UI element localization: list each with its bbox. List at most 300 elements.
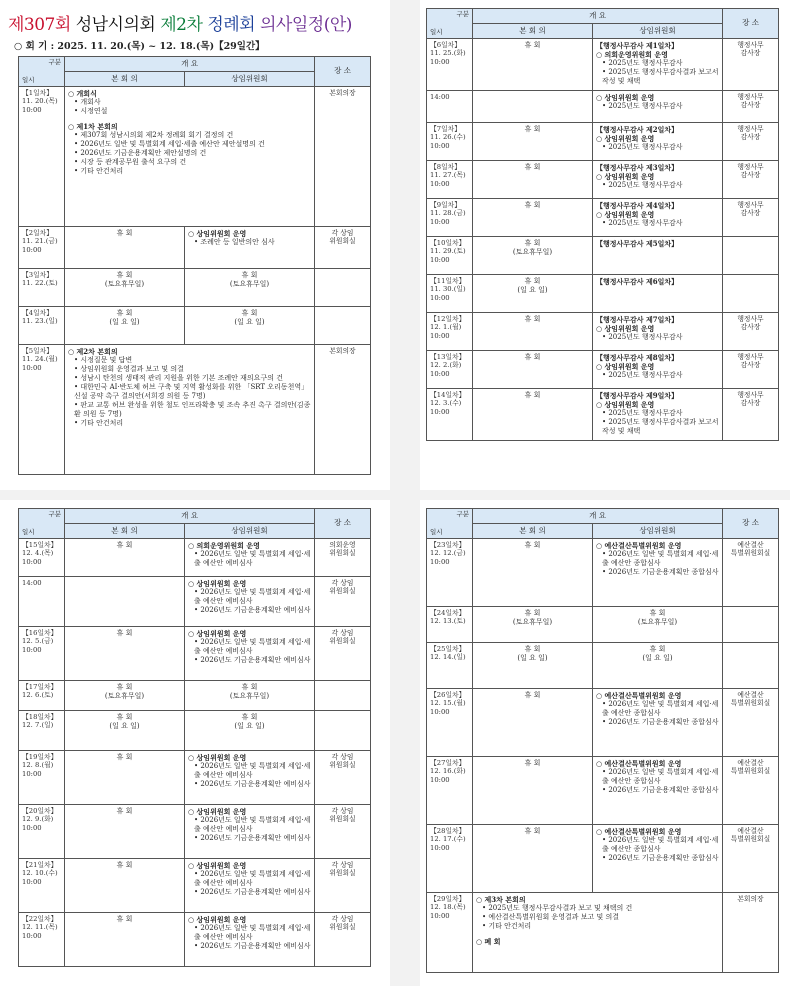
schedule-page-1 bbox=[0, 0, 390, 490]
agenda-item: ○ 의회운영위원회 운영 bbox=[596, 49, 668, 59]
plenary-cell bbox=[65, 680, 185, 710]
day-cell bbox=[427, 642, 473, 688]
header-corner bbox=[19, 509, 65, 539]
day-line: 10:00 bbox=[430, 776, 450, 785]
header-plenary: 본 회 의 bbox=[65, 71, 185, 86]
day-line: 【25일차】 bbox=[430, 644, 466, 653]
agenda-item: ○ 제3차 본회의 bbox=[476, 894, 526, 904]
agenda-item: 【행정사무감사 제4일차】 bbox=[596, 200, 679, 210]
place-cell bbox=[315, 268, 371, 306]
agenda-item: • 2026년도 일반 및 특별회계 세입·세출 예산안 예비심사 bbox=[194, 923, 311, 941]
committee-cell bbox=[185, 680, 315, 710]
day-line: 【11일차】 bbox=[430, 276, 466, 285]
day-cell bbox=[427, 198, 473, 236]
header-row bbox=[427, 509, 779, 524]
committee-cell bbox=[593, 688, 723, 756]
place-cell bbox=[315, 576, 371, 626]
header-place: 장 소 bbox=[315, 509, 371, 539]
title-agenda: 의사일정(안) bbox=[260, 15, 352, 35]
day-line: 12. 6.(토) bbox=[22, 691, 54, 700]
agenda-item: • 2026년도 기금운용계획안 종합심사 bbox=[602, 717, 719, 726]
day-line: 【28일차】 bbox=[430, 826, 466, 835]
agenda-item: ○ 상임위원회 운영 bbox=[188, 806, 247, 816]
plenary-cell bbox=[473, 122, 593, 160]
rest-line: 휴 회 bbox=[524, 40, 541, 49]
agenda-item: 【행정사무감사 제6일차】 bbox=[596, 276, 679, 286]
rest-line: 휴 회 bbox=[116, 628, 133, 637]
rest-line: 휴 회 bbox=[116, 914, 133, 923]
agenda-item: ○ 상임위원회 운영 bbox=[188, 578, 247, 588]
rest-line: (일 요 일) bbox=[234, 721, 265, 730]
place-cell bbox=[723, 350, 779, 388]
place-line: 위원회실 bbox=[329, 923, 356, 932]
place-cell bbox=[723, 198, 779, 236]
agenda-item: ○ 상임위원회 운영 bbox=[188, 860, 247, 870]
day-cell bbox=[19, 344, 65, 474]
place-cell bbox=[315, 538, 371, 576]
day-cell bbox=[427, 892, 473, 972]
table-row bbox=[19, 306, 371, 344]
agenda-item: • 2026년도 기금운용계획안 종합심사 bbox=[602, 853, 719, 862]
plenary-cell bbox=[473, 756, 593, 824]
agenda-item: • 대한민국 AI·반도체 허브 구축 및 지역 활성화를 위한 「SRT 오리동천역」 신설 공약 촉구 결의안(서희경 의원 등 7명) bbox=[74, 382, 309, 400]
day-line: 10:00 bbox=[22, 364, 42, 373]
place-cell bbox=[723, 688, 779, 756]
rest-line: 휴 회 bbox=[524, 238, 541, 247]
agenda-item: ○ 상임위원회 운영 bbox=[596, 399, 655, 409]
rest-line: 휴 회 bbox=[116, 308, 133, 317]
table-row bbox=[427, 38, 779, 90]
plenary-cell bbox=[65, 858, 185, 912]
day-line: 【8일차】 bbox=[430, 162, 462, 171]
rest-line: 휴 회 bbox=[241, 682, 258, 691]
day-line: 10:00 bbox=[430, 370, 450, 379]
title-council: 성남시의회 bbox=[75, 15, 156, 35]
plenary-cell bbox=[473, 350, 593, 388]
rest-line: 휴 회 bbox=[116, 270, 133, 279]
place-line: 특별위원회실 bbox=[730, 767, 771, 776]
header-row bbox=[19, 509, 371, 524]
agenda-item: • 기타 안건처리 bbox=[482, 921, 532, 930]
day-line: 12. 4.(목) bbox=[22, 549, 54, 558]
table-row bbox=[427, 312, 779, 350]
header-ilsi: 일시 bbox=[430, 28, 443, 37]
day-cell bbox=[19, 306, 65, 344]
day-line: 11. 28.(금) bbox=[430, 209, 466, 218]
day-line: 【2일차】 bbox=[22, 228, 54, 237]
table-row bbox=[427, 236, 779, 274]
plenary-cell bbox=[473, 688, 593, 756]
day-line: 12. 9.(화) bbox=[22, 815, 54, 824]
plenary-cell bbox=[65, 576, 185, 626]
committee-cell bbox=[185, 912, 315, 966]
table-row bbox=[19, 680, 371, 710]
header-gubun: 구분 bbox=[456, 510, 469, 518]
day-line: 12. 18.(목) bbox=[430, 903, 466, 912]
agenda-item: ○ 상임위원회 운영 bbox=[596, 361, 655, 371]
agenda-item: • 2026년도 일반 및 특별회계 세입·세출 예산안 종합심사 bbox=[602, 835, 719, 853]
rest-line: (일 요 일) bbox=[642, 653, 673, 662]
rest-line: 휴 회 bbox=[524, 826, 541, 835]
table-row bbox=[427, 90, 779, 122]
day-line: 10:00 bbox=[430, 332, 450, 341]
agenda-item: • 2025년도 행정사무감사 bbox=[602, 58, 683, 67]
day-line: 12. 2.(화) bbox=[430, 361, 462, 370]
place-line: 행정사무 bbox=[737, 92, 764, 101]
agenda-item: ○ 상임위원회 운영 bbox=[596, 323, 655, 333]
plenary-cell bbox=[473, 160, 593, 198]
header-overview: 개 요 bbox=[65, 57, 315, 72]
plenary-cell bbox=[473, 538, 593, 606]
table-row bbox=[19, 858, 371, 912]
day-cell bbox=[427, 606, 473, 642]
place-cell bbox=[315, 912, 371, 966]
committee-cell bbox=[593, 236, 723, 274]
day-cell bbox=[19, 576, 65, 626]
agenda-item: • 2026년도 기금운용계획안 예비심사 bbox=[194, 887, 311, 896]
plenary-cell bbox=[473, 892, 723, 972]
agenda-item: • 2025년도 행정사무감사 bbox=[602, 180, 683, 189]
place-cell bbox=[315, 858, 371, 912]
agenda-item: • 2026년도 기금운용계획안 예비심사 bbox=[194, 833, 311, 842]
header-overview: 개 요 bbox=[65, 509, 315, 524]
agenda-item: ○ 의회운영위원회 운영 bbox=[188, 540, 260, 550]
day-cell bbox=[427, 160, 473, 198]
day-line: 12. 14.(일) bbox=[430, 653, 466, 662]
day-line: 11. 29.(토) bbox=[430, 247, 466, 256]
header-corner bbox=[427, 509, 473, 539]
plenary-cell bbox=[473, 236, 593, 274]
day-cell bbox=[19, 710, 65, 750]
header-place: 장 소 bbox=[315, 57, 371, 87]
day-line: 【21일차】 bbox=[22, 860, 58, 869]
place-line: 감사장 bbox=[740, 101, 761, 110]
plenary-cell bbox=[473, 90, 593, 122]
place-line: 각 상임 bbox=[331, 628, 354, 637]
day-line: 10:00 bbox=[22, 878, 42, 887]
rest-line: 휴 회 bbox=[524, 758, 541, 767]
agenda-item: • 예산결산특별위원회 운영결과 보고 및 의결 bbox=[482, 912, 619, 921]
rest-line: (토요휴무일) bbox=[229, 279, 270, 288]
place-line: 행정사무 bbox=[737, 352, 764, 361]
header-ilsi: 일시 bbox=[430, 528, 443, 537]
day-line: 10:00 bbox=[430, 218, 450, 227]
plenary-cell bbox=[65, 538, 185, 576]
agenda-item: ○ 제2차 본회의 bbox=[68, 346, 118, 356]
agenda-item: 【행정사무감사 제2일차】 bbox=[596, 124, 679, 134]
day-line: 11. 24.(월) bbox=[22, 355, 58, 364]
agenda-item: 【행정사무감사 제7일차】 bbox=[596, 314, 679, 324]
day-cell bbox=[427, 688, 473, 756]
schedule-table bbox=[426, 508, 779, 973]
agenda-item: ○ 예산결산특별위원회 운영 bbox=[596, 826, 682, 836]
place-line: 특별위원회실 bbox=[730, 549, 771, 558]
day-line: 【10일차】 bbox=[430, 238, 466, 247]
place-line: 본회의장 bbox=[329, 346, 356, 355]
committee-cell bbox=[593, 274, 723, 312]
day-line: 10:00 bbox=[22, 770, 42, 779]
day-line: 11. 25.(화) bbox=[430, 49, 466, 58]
place-line: 감사장 bbox=[740, 209, 761, 218]
day-line: 10:00 bbox=[430, 58, 450, 67]
agenda-item: 【행정사무감사 제5일차】 bbox=[596, 238, 679, 248]
rest-line: (일 요 일) bbox=[517, 285, 548, 294]
committee-cell bbox=[593, 756, 723, 824]
header-corner bbox=[427, 9, 473, 39]
day-cell bbox=[19, 912, 65, 966]
day-line: 【17일차】 bbox=[22, 682, 58, 691]
plenary-cell bbox=[473, 824, 593, 892]
place-cell bbox=[723, 38, 779, 90]
place-line: 행정사무 bbox=[737, 40, 764, 49]
day-line: 11. 23.(일) bbox=[22, 317, 58, 326]
place-line: 감사장 bbox=[740, 171, 761, 180]
day-line: 12. 10.(수) bbox=[22, 869, 58, 878]
day-line: 12. 15.(월) bbox=[430, 699, 466, 708]
committee-cell bbox=[593, 122, 723, 160]
rest-line: 휴 회 bbox=[116, 860, 133, 869]
table-row bbox=[19, 912, 371, 966]
day-cell bbox=[427, 388, 473, 440]
plenary-cell bbox=[473, 606, 593, 642]
schedule-table bbox=[18, 56, 371, 475]
day-line: 12. 8.(월) bbox=[22, 761, 54, 770]
day-line: 【27일차】 bbox=[430, 758, 466, 767]
day-cell bbox=[427, 236, 473, 274]
day-line: 10:00 bbox=[430, 180, 450, 189]
title-session: 제307회 bbox=[8, 15, 71, 35]
agenda-item: • 판교 교통 허브 완성을 위한 철도 인프라확충 및 조속 추진 촉구 결의안(김종환 의원 등 7명) bbox=[74, 401, 311, 419]
schedule-table bbox=[426, 8, 779, 441]
day-cell bbox=[19, 680, 65, 710]
place-line: 위원회실 bbox=[329, 637, 356, 646]
agenda-item: ○ 상임위원회 운영 bbox=[596, 171, 655, 181]
rest-line: 휴 회 bbox=[524, 540, 541, 549]
plenary-cell bbox=[65, 804, 185, 858]
day-line: 【24일차】 bbox=[430, 608, 466, 617]
rest-line: 휴 회 bbox=[116, 682, 133, 691]
day-line: 【1일차】 bbox=[22, 88, 54, 97]
place-cell bbox=[723, 538, 779, 606]
place-cell bbox=[315, 626, 371, 680]
day-line: 【6일차】 bbox=[430, 40, 462, 49]
day-cell bbox=[19, 626, 65, 680]
day-line: 11. 30.(일) bbox=[430, 285, 466, 294]
place-line: 행정사무 bbox=[737, 162, 764, 171]
place-cell bbox=[315, 680, 371, 710]
day-line: 10:00 bbox=[430, 408, 450, 417]
schedule-page-4 bbox=[420, 500, 790, 986]
committee-cell bbox=[593, 538, 723, 606]
place-line: 본회의장 bbox=[329, 88, 356, 97]
committee-cell bbox=[185, 750, 315, 804]
place-line: 각 상임 bbox=[331, 914, 354, 923]
table-row bbox=[427, 388, 779, 440]
agenda-item: • 2026년도 기금운용계획안 예비심사 bbox=[194, 941, 311, 950]
table-row bbox=[427, 606, 779, 642]
table-row bbox=[427, 198, 779, 236]
place-line: 의회운영 bbox=[329, 540, 356, 549]
agenda-item: • 2025년도 행정사무감사 bbox=[602, 101, 683, 110]
rest-line: 휴 회 bbox=[649, 644, 666, 653]
committee-cell bbox=[185, 306, 315, 344]
committee-cell bbox=[593, 350, 723, 388]
agenda-item: ○ 상임위원회 운영 bbox=[596, 209, 655, 219]
day-line: 10:00 bbox=[430, 912, 450, 921]
rest-line: 휴 회 bbox=[116, 712, 133, 721]
title-regular: 정례회 bbox=[207, 15, 256, 35]
plenary-cell bbox=[473, 274, 593, 312]
place-cell bbox=[723, 756, 779, 824]
day-line: 10:00 bbox=[430, 844, 450, 853]
day-line: 10:00 bbox=[430, 294, 450, 303]
rest-line: (토요휴무일) bbox=[512, 617, 553, 626]
agenda-item: • 기타 안건처리 bbox=[74, 167, 124, 176]
agenda-item: • 제307회 성남시의회 제2차 정례회 회기 결정의 건 bbox=[74, 130, 234, 139]
place-cell bbox=[315, 750, 371, 804]
day-cell bbox=[427, 90, 473, 122]
day-line: 12. 16.(화) bbox=[430, 767, 466, 776]
table-row bbox=[427, 122, 779, 160]
day-line: 14:00 bbox=[22, 578, 42, 587]
agenda-item: • 2026년도 일반 및 특별회계 세입·세출 예산안 종합심사 bbox=[602, 549, 719, 567]
header-place: 장 소 bbox=[723, 9, 779, 39]
place-line: 각 상임 bbox=[331, 860, 354, 869]
table-row bbox=[19, 710, 371, 750]
rest-line: (일 요 일) bbox=[109, 721, 140, 730]
table-row bbox=[19, 86, 371, 226]
agenda-item: • 상임위원회 운영결과 보고 및 의결 bbox=[74, 364, 184, 373]
header-overview: 개 요 bbox=[473, 509, 723, 524]
header-place: 장 소 bbox=[723, 509, 779, 539]
agenda-item: • 2025년도 행정사무감사 bbox=[602, 332, 683, 341]
header-ilsi: 일시 bbox=[22, 76, 35, 85]
day-line: 【9일차】 bbox=[430, 200, 462, 209]
place-cell bbox=[723, 892, 779, 972]
schedule-page-3 bbox=[0, 500, 390, 986]
day-line: 10:00 bbox=[22, 246, 42, 255]
agenda-item: • 2025년도 행정사무감사결과 보고서 작성 및 채택 bbox=[602, 417, 719, 435]
table-row bbox=[19, 538, 371, 576]
table-row bbox=[427, 538, 779, 606]
day-cell bbox=[427, 274, 473, 312]
agenda-item: ○ 상임위원회 운영 bbox=[188, 228, 247, 238]
rest-line: 휴 회 bbox=[524, 200, 541, 209]
day-cell bbox=[19, 750, 65, 804]
table-row bbox=[427, 756, 779, 824]
agenda-item: ○ 상임위원회 운영 bbox=[188, 752, 247, 762]
agenda-item: • 2025년도 행정사무감사결과 보고서 작성 및 채택 bbox=[602, 67, 719, 85]
day-line: 10:00 bbox=[22, 824, 42, 833]
day-line: 10:00 bbox=[22, 646, 42, 655]
place-cell bbox=[315, 226, 371, 268]
place-cell bbox=[315, 804, 371, 858]
header-committee: 상임위원회 bbox=[185, 71, 315, 86]
committee-cell bbox=[593, 388, 723, 440]
place-line: 위원회실 bbox=[329, 549, 356, 558]
table-row bbox=[427, 824, 779, 892]
plenary-cell bbox=[473, 388, 593, 440]
agenda-item: • 2025년도 행정사무감사결과 보고 및 채택의 건 bbox=[482, 903, 633, 912]
agenda-item: ○ 상임위원회 운영 bbox=[188, 628, 247, 638]
rest-line: 휴 회 bbox=[241, 712, 258, 721]
rest-line: (토요휴무일) bbox=[637, 617, 678, 626]
day-line: 12. 11.(목) bbox=[22, 923, 58, 932]
agenda-item: ○ 예산결산특별위원회 운영 bbox=[596, 758, 682, 768]
place-line: 예산결산 bbox=[737, 690, 764, 699]
agenda-item: • 조례안 등 일반의안 심사 bbox=[194, 237, 275, 246]
plenary-cell bbox=[65, 86, 315, 226]
agenda-item: • 기타 안건처리 bbox=[74, 419, 124, 428]
agenda-item: • 2026년도 일반 및 특별회계 세입·세출 예산안 종합심사 bbox=[602, 767, 719, 785]
agenda-item: • 2026년도 기금운용계획안 종합심사 bbox=[602, 785, 719, 794]
place-cell bbox=[315, 710, 371, 750]
day-line: 【16일차】 bbox=[22, 628, 58, 637]
agenda-item: • 개회사 bbox=[74, 97, 101, 106]
table-row bbox=[19, 626, 371, 680]
rest-line: 휴 회 bbox=[116, 540, 133, 549]
agenda-item: • 2025년도 행정사무감사 bbox=[602, 370, 683, 379]
header-corner bbox=[19, 57, 65, 87]
table-row bbox=[19, 804, 371, 858]
day-line: 【19일차】 bbox=[22, 752, 58, 761]
plenary-cell bbox=[65, 344, 315, 474]
agenda-item: ○ 예산결산특별위원회 운영 bbox=[596, 540, 682, 550]
day-line: 【23일차】 bbox=[430, 540, 466, 549]
day-line: 12. 12.(금) bbox=[430, 549, 466, 558]
agenda-item: • 2026년도 기금운용계획안 예비심사 bbox=[194, 605, 311, 614]
day-line: 12. 5.(금) bbox=[22, 637, 54, 646]
day-cell bbox=[19, 268, 65, 306]
header-plenary: 본 회 의 bbox=[473, 523, 593, 538]
place-line: 각 상임 bbox=[331, 228, 354, 237]
place-line: 감사장 bbox=[740, 399, 761, 408]
table-row bbox=[427, 642, 779, 688]
rest-line: (일 요 일) bbox=[109, 317, 140, 326]
committee-cell bbox=[185, 538, 315, 576]
agenda-item: 【행정사무감사 제3일차】 bbox=[596, 162, 679, 172]
committee-cell bbox=[593, 198, 723, 236]
table-row bbox=[427, 160, 779, 198]
day-cell bbox=[427, 38, 473, 90]
agenda-item: • 2025년도 행정사무감사 bbox=[602, 218, 683, 227]
title-round: 제2차 bbox=[160, 15, 203, 35]
header-committee: 상임위원회 bbox=[593, 23, 723, 38]
place-line: 각 상임 bbox=[331, 806, 354, 815]
day-line: 12. 13.(토) bbox=[430, 617, 466, 626]
day-line: 10:00 bbox=[430, 708, 450, 717]
agenda-item: • 2026년도 일반 및 특별회계 세입·세출 예산안 예비심사 bbox=[194, 869, 311, 887]
day-cell bbox=[19, 804, 65, 858]
place-line: 행정사무 bbox=[737, 200, 764, 209]
rest-line: (토요휴무일) bbox=[229, 691, 270, 700]
header-gubun: 구분 bbox=[456, 10, 469, 18]
day-line: 10:00 bbox=[430, 142, 450, 151]
day-cell bbox=[427, 538, 473, 606]
header-committee: 상임위원회 bbox=[593, 523, 723, 538]
place-line: 특별위원회실 bbox=[730, 699, 771, 708]
place-cell bbox=[315, 344, 371, 474]
agenda-item: ○ 제1차 본회의 bbox=[68, 121, 118, 131]
agenda-item: ○ 폐 회 bbox=[476, 936, 501, 946]
agenda-item: • 시장 등 관계공무원 출석 요구의 건 bbox=[74, 158, 187, 167]
day-line: 12. 17.(수) bbox=[430, 835, 466, 844]
agenda-item: • 2026년도 일반 및 특별회계 세입·세출 예산안 예비심사 bbox=[194, 549, 311, 567]
agenda-item: 【행정사무감사 제9일차】 bbox=[596, 390, 679, 400]
rest-line: 휴 회 bbox=[524, 644, 541, 653]
place-cell bbox=[723, 274, 779, 312]
table-row bbox=[19, 576, 371, 626]
